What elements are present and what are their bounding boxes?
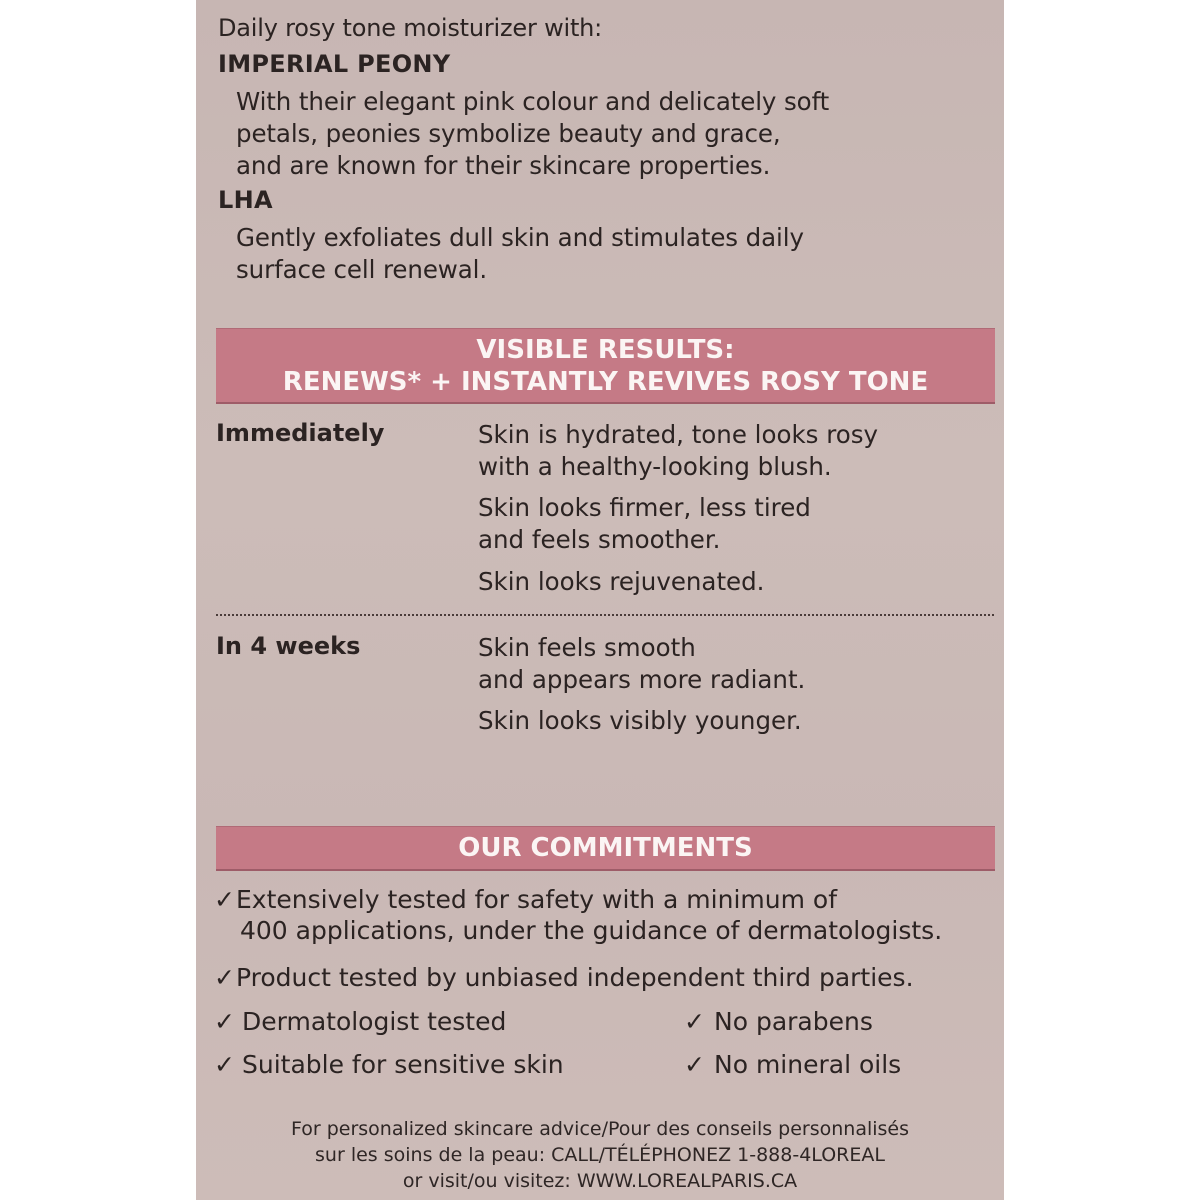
product-box-panel	[196, 0, 1004, 1200]
check-icon: ✓	[214, 963, 235, 992]
visible-results-banner	[216, 328, 995, 404]
footer-website-line: or visit/ou visitez: WWW.LOREALPARIS.CA	[402, 1170, 798, 1192]
contact-footer	[196, 1116, 1004, 1194]
result-item	[478, 632, 805, 696]
ingredient-heading-lha: LHA	[218, 186, 273, 214]
commitment-item	[214, 962, 914, 993]
commitment-text: Product tested by unbiased independent third parties.	[236, 963, 914, 992]
check-icon: ✓	[214, 885, 235, 914]
result-label-immediately: Immediately	[216, 419, 385, 447]
commitment-item	[214, 884, 942, 946]
result-item	[478, 419, 878, 483]
result-line: Skin looks visibly younger.	[478, 706, 802, 735]
dotted-divider	[216, 614, 994, 616]
commitment-text: No mineral oils	[714, 1050, 902, 1079]
commitment-item	[214, 1049, 564, 1080]
result-line: Skin looks firmer, less tired	[478, 493, 811, 522]
footer-line: For personalized skincare advice/Pour des conseils personnalisés	[290, 1118, 910, 1140]
result-line: Skin looks rejuvenated.	[478, 567, 765, 596]
desc-line: and are known for their skincare properties.	[236, 151, 771, 180]
check-icon: ✓	[214, 1007, 235, 1036]
result-item	[478, 566, 764, 598]
commitment-text: Suitable for sensitive skin	[242, 1050, 564, 1079]
desc-line: surface cell renewal.	[236, 255, 488, 284]
commitment-text: Extensively tested for safety with a minimum of	[236, 885, 837, 914]
ingredient-heading-peony: IMPERIAL PEONY	[218, 50, 451, 78]
desc-line: petals, peonies symbolize beauty and grace,	[236, 119, 781, 148]
result-item	[478, 705, 802, 737]
commitment-item	[684, 1049, 901, 1080]
result-line: Skin is hydrated, tone looks rosy	[478, 420, 878, 449]
banner-line: VISIBLE RESULTS:	[476, 335, 735, 365]
commitment-item	[214, 1006, 506, 1037]
result-item	[478, 492, 811, 556]
commitment-text: Dermatologist tested	[242, 1007, 507, 1036]
check-icon: ✓	[214, 1050, 235, 1079]
desc-line: With their elegant pink colour and delicately soft	[236, 87, 830, 116]
intro-text: Daily rosy tone moisturizer with:	[218, 14, 603, 42]
result-line: and feels smoother.	[478, 525, 721, 554]
result-label-4-weeks: In 4 weeks	[216, 632, 361, 660]
banner-line: RENEWS* + INSTANTLY REVIVES ROSY TONE	[282, 367, 929, 397]
result-line: with a healthy-looking blush.	[478, 452, 832, 481]
ingredient-desc-lha	[236, 222, 804, 286]
result-line: Skin feels smooth	[478, 633, 696, 662]
commitment-item	[684, 1006, 873, 1037]
commitments-banner: OUR COMMITMENTS	[216, 826, 995, 871]
desc-line: Gently exfoliates dull skin and stimulates daily	[236, 223, 804, 252]
footer-phone-line: sur les soins de la peau: CALL/TÉLÉPHONEZ 1-888-4LOREAL	[315, 1144, 885, 1166]
commitment-text: 400 applications, under the guidance of dermatologists.	[240, 916, 943, 945]
check-icon: ✓	[684, 1007, 705, 1036]
check-icon: ✓	[684, 1050, 705, 1079]
result-line: and appears more radiant.	[478, 665, 806, 694]
ingredient-desc-peony	[236, 86, 829, 182]
commitment-text: No parabens	[714, 1007, 873, 1036]
